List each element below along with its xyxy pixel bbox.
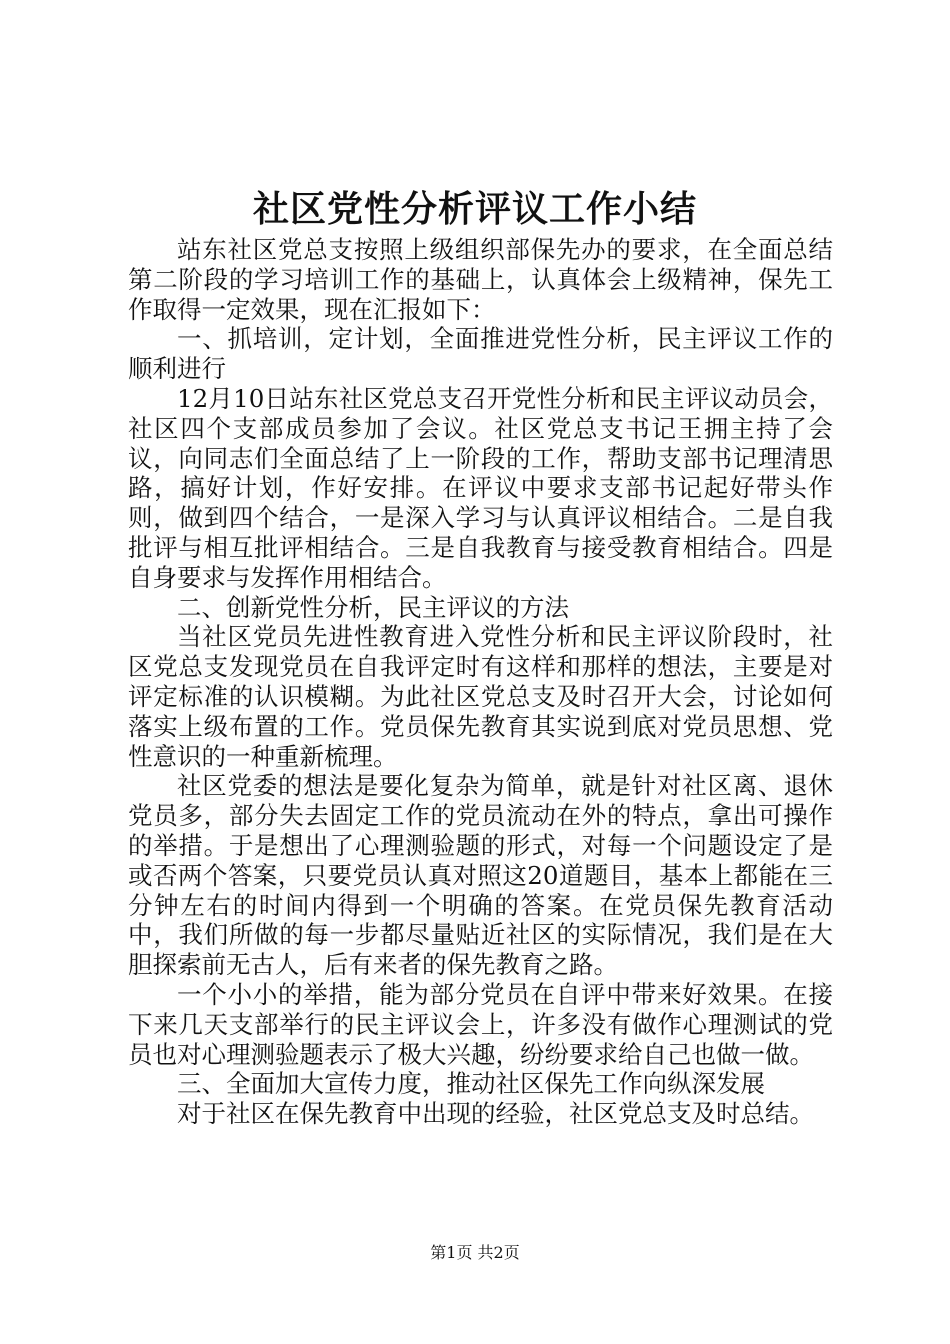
paragraph-effect: 一个小小的举措，能为部分党员在自评中带来好效果。在接下来几天支部举行的民主评议会上，许多没有做作心理测试的党员也对心理测验题表示了极大兴趣，纷纷要求给自己也做一做。 [128, 979, 833, 1069]
page-footer: 第1页 共2页 [430, 1243, 520, 1262]
section-heading-1: 一、抓培训，定计划，全面推进党性分析，民主评议工作的顺利进行 [128, 324, 833, 384]
paragraph-test-method: 社区党委的想法是要化复杂为简单，就是针对社区离、退休党员多，部分失去固定工作的党员流动在外的特点，拿出可操作的举措。于是想出了心理测验题的形式，对每一个问题设定了是或否两个答案，只要党员认真对照这20道题目，基本上都能在三分钟左右的时间内得到一个明确的答案。在党员保先教育活动中，我们所做的每一步都尽量贴近社区的实际情况，我们是在大胆探索前无古人，后有来者的保先教育之路。 [128, 771, 833, 980]
paragraph-summary: 对于社区在保先教育中出现的经验，社区党总支及时总结。 [177, 1099, 814, 1129]
document-title: 社区党性分析评议工作小结 [252, 189, 697, 230]
paragraph-intro: 站东社区党总支按照上级组织部保先办的要求，在全面总结第二阶段的学习培训工作的基础上，认真体会上级精神，保先工作取得一定效果，现在汇报如下： [128, 235, 833, 324]
section-heading-3: 三、全面加大宣传力度，推动社区保先工作向纵深发展 [177, 1069, 765, 1099]
section-heading-2: 二、创新党性分析，民主评议的方法 [177, 592, 569, 622]
paragraph-evaluation: 当社区党员先进性教育进入党性分析和民主评议阶段时，社区党总支发现党员在自我评定时有这样和那样的想法，主要是对评定标准的认识模糊。为此社区党总支及时召开大会，讨论如何落实上级布置的工作。党员保先教育其实说到底对党员思想、党性意识的一种重新梳理。 [128, 622, 833, 771]
document-body [128, 235, 833, 1129]
paragraph-meeting: 12月10日站东社区党总支召开党性分析和民主评议动员会，社区四个支部成员参加了会议。社区党总支书记王拥主持了会议，向同志们全面总结了上一阶段的工作，帮助支部书记理清思路，搞好计划，作好安排。在评议中要求支部书记起好带头作则，做到四个结合，一是深入学习与认真评议相结合。二是自我批评与相互批评相结合。三是自我教育与接受教育相结合。四是自身要求与发挥作用相结合。 [128, 383, 833, 592]
